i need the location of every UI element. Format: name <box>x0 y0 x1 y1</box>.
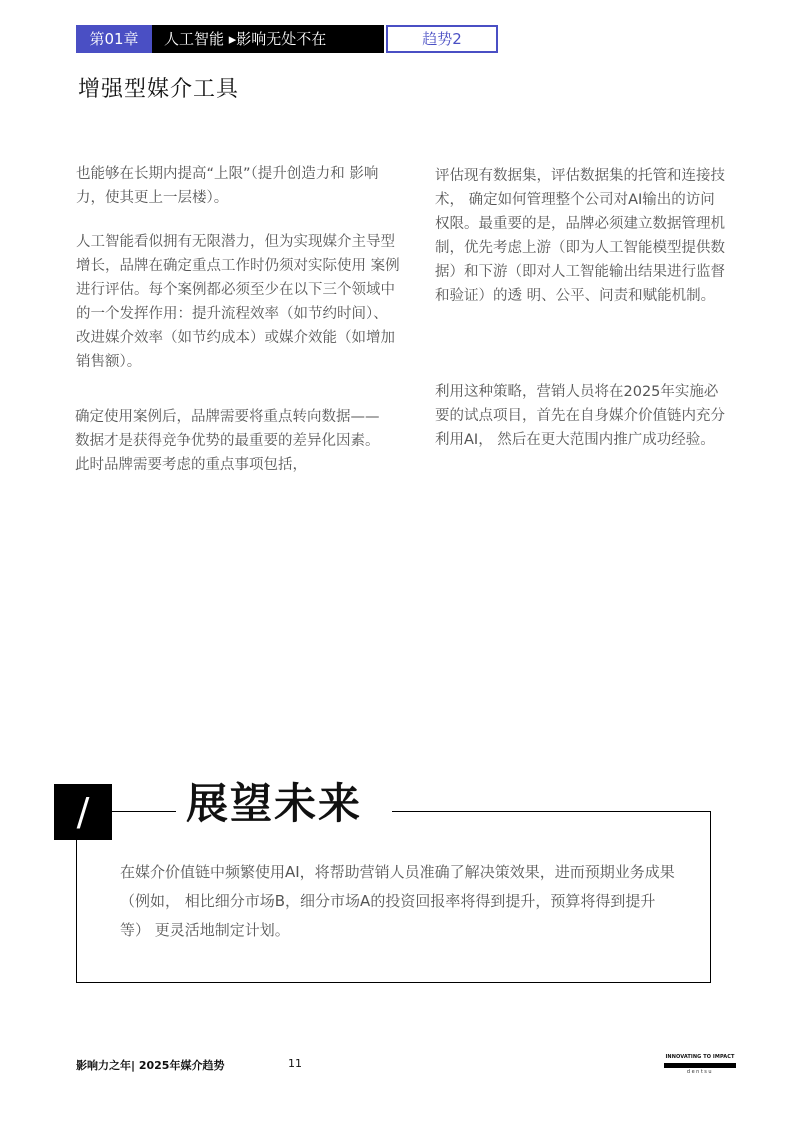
right-paragraph-2: 利用这种策略，营销人员将在2025年实施必要的试点项目，首先在自身媒介价值链内充分利用AI， 然后在更大范围内推广成功经验。 <box>435 384 725 448</box>
page-title: 增强型媒介工具 <box>78 77 240 102</box>
chapter-number-tag: 第01章 <box>76 25 152 53</box>
right-paragraph-1: 评估现有数据集，评估数据集的托管和连接技术， 确定如何管理整个公司对AI输出的访问权限。最重要的是，品牌必须建立数据管理机制，优先考虑上游（即为人工智能模型提供数据）和下游（即对人工智能输出结果进行监督和验证）的透 明、公平、问责和赋能机制。 <box>435 168 725 304</box>
brand-tagline: INNOVATING TO IMPACT <box>665 1054 735 1060</box>
trend-tag: 趋势2 <box>386 25 498 53</box>
outlook-divider-line <box>112 811 176 812</box>
outlook-title: 展望未来 <box>186 779 363 828</box>
footer-publication-title: 影响力之年| 2025年媒介趋势 <box>76 1059 225 1072</box>
chapter-header <box>76 25 498 53</box>
left-paragraph-2: 人工智能看似拥有无限潜力，但为实现媒介主导型增长，品牌在确定重点工作时仍须对实际使用 案例进行评估。每个案例都必须至少在以下三个领域中的一个发挥作用：提升流程效率（如节约时间）、改进媒介效率（如节约成本）或媒介效能（如增加销售额）。 <box>76 234 400 370</box>
left-paragraph-3: 确定使用案例后，品牌需要将重点转向数据——数据才是获得竞争优势的最重要的差异化因素。此时品牌需要考虑的重点事项包括， <box>75 409 380 473</box>
dentsu-logo <box>664 1053 736 1079</box>
outlook-text: 在媒介价值链中频繁使用AI，将帮助营销人员准确了解决策效果，进而预期业务成果（例如， 相比细分市场B，细分市场A的投资回报率将得到提升，预算将得到提升等） 更灵活地制定计划。 <box>120 863 675 939</box>
slash-icon: / <box>54 784 112 840</box>
left-paragraph-1: 也能够在长期内提高“上限”（提升创造力和 影响力，使其更上一层楼）。 <box>76 166 379 206</box>
page-number: 11 <box>288 1057 302 1070</box>
brand-name: dentsu <box>686 1069 714 1075</box>
chapter-title: 人工智能 ▸影响无处不在 <box>152 25 384 53</box>
